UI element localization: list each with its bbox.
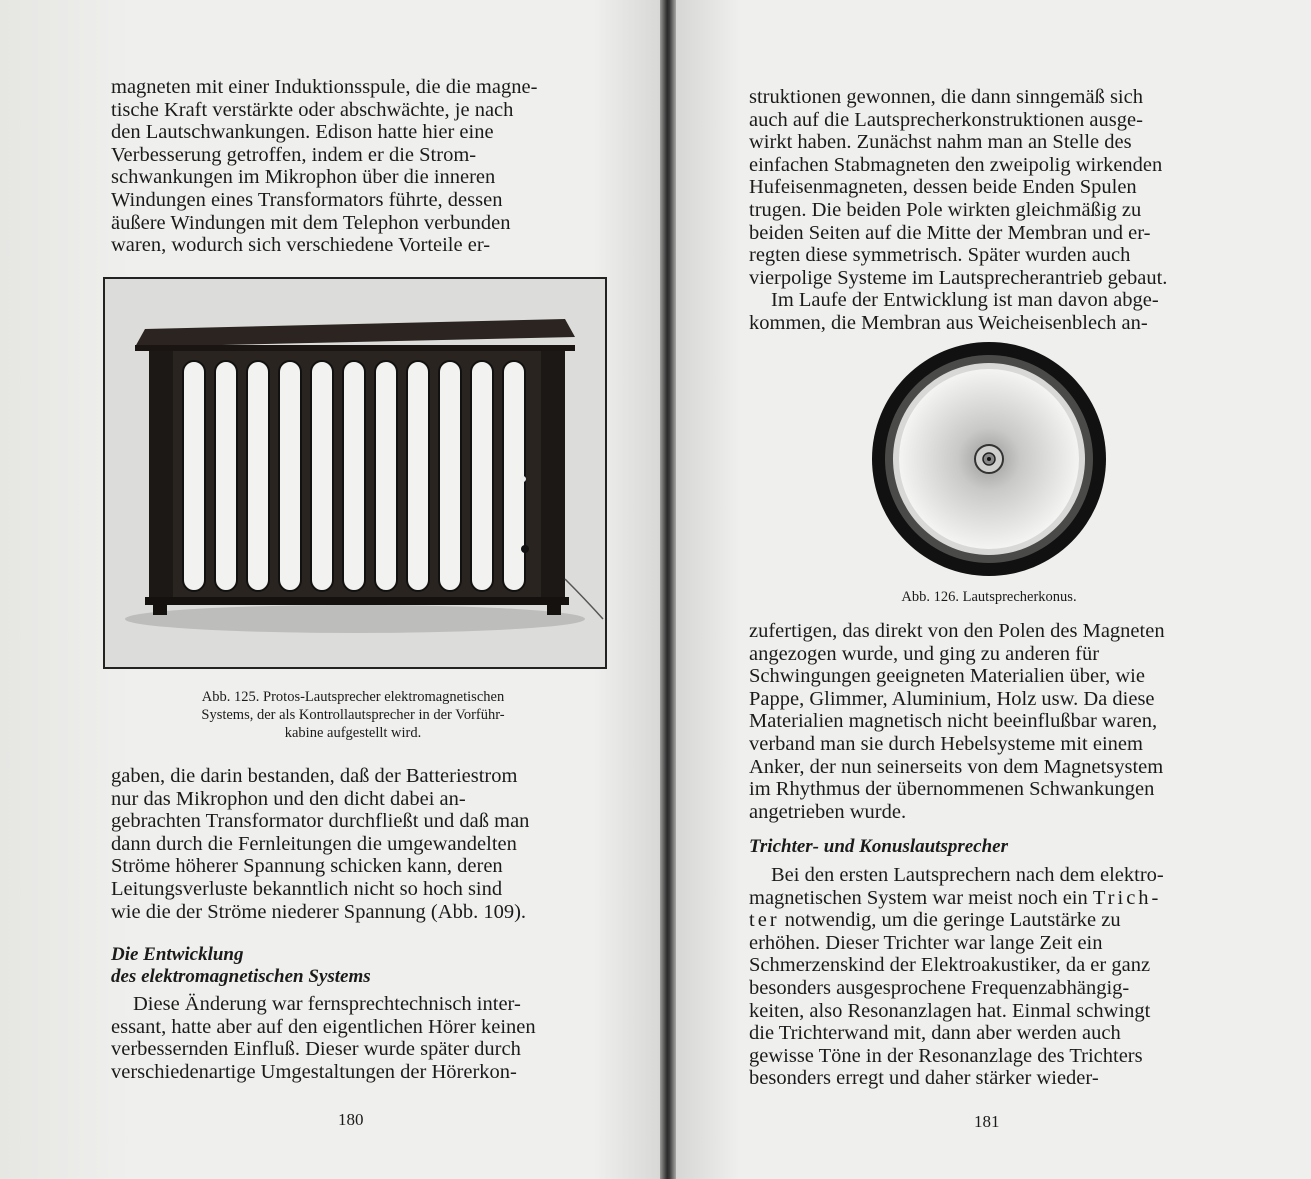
right-paragraph-bottom bbox=[749, 864, 1231, 1090]
figure-125-caption bbox=[140, 688, 566, 742]
text-span: magnetischen System war meist noch ein bbox=[749, 886, 1088, 909]
text-line: Pappe, Glimmer, Aluminium, Holz usw. Da diese bbox=[749, 687, 1155, 710]
text-line: struktionen gewonnen, die dann sinngemäß sich bbox=[749, 86, 1143, 108]
text-line bbox=[749, 887, 1231, 910]
text-line: Materialien magnetisch nicht beeinflußbar waren, bbox=[749, 710, 1158, 733]
right-paragraph-middle bbox=[749, 620, 1231, 823]
heading-line: des elektromagnetischen Systems bbox=[111, 966, 371, 987]
text-line: gewisse Töne in der Resonanzlage des Trichters bbox=[749, 1044, 1143, 1067]
text-line: verband man sie durch Hebelsysteme mit einem bbox=[749, 732, 1143, 755]
right-section-heading: Trichter- und Konuslautsprecher bbox=[749, 836, 1009, 857]
text-line: zufertigen, das direkt von den Polen des Magneten bbox=[749, 620, 1165, 642]
text-line: essant, hatte aber auf den eigentlichen Hörer keinen bbox=[111, 1015, 536, 1038]
page-number-left: 180 bbox=[338, 1110, 364, 1129]
text-line: Windungen eines Transformators führte, dessen bbox=[111, 188, 503, 211]
text-line: auch auf die Lautsprecherkonstruktionen ausge- bbox=[749, 108, 1143, 131]
text-line bbox=[749, 909, 1231, 932]
text-line: besonders erregt und daher stärker wieder- bbox=[749, 1067, 1099, 1090]
text-line: regten diese symmetrisch. Später wurden auch bbox=[749, 244, 1131, 267]
text-line: keiten, also Resonanzlagen hat. Einmal schwingt bbox=[749, 999, 1151, 1022]
text-line: Verbesserung getroffen, indem er die Strom- bbox=[111, 143, 477, 166]
left-paragraph-bottom bbox=[111, 993, 595, 1083]
text-line: Leitungsverluste bekanntlich nicht so hoch sind bbox=[111, 877, 503, 900]
text-line: besonders ausgesprochene Frequenzabhängig- bbox=[749, 976, 1130, 999]
text-line: einfachen Stabmagneten den zweipolig wirkenden bbox=[749, 153, 1163, 176]
text-line: die Trichterwand mit, dann aber werden auch bbox=[749, 1022, 1121, 1045]
text-line: den Lautschwankungen. Edison hatte hier eine bbox=[111, 121, 494, 144]
text-line: verbessernden Einfluß. Dieser wurde später durch bbox=[111, 1038, 521, 1061]
page-number-right: 181 bbox=[974, 1112, 1000, 1131]
left-paragraph-middle bbox=[111, 765, 595, 923]
text-line: gebrachten Transformator durchfließt und daß man bbox=[111, 810, 530, 833]
text-line: schwankungen im Mikrophon über die inneren bbox=[111, 166, 496, 189]
right-paragraph-top bbox=[749, 86, 1231, 335]
text-line: wirkt haben. Zunächst nahm man an Stelle des bbox=[749, 131, 1132, 154]
figure-126-cone bbox=[870, 340, 1108, 578]
caption-line: Systems, der als Kontrollautsprecher in der Vorführ- bbox=[201, 707, 505, 723]
left-section-heading bbox=[111, 944, 595, 988]
text-span: notwendig, um die geringe Lautstärke zu bbox=[784, 909, 1121, 932]
text-line: im Rhythmus der übernommenen Schwankungen bbox=[749, 778, 1155, 801]
text-line: Anker, der nun seinerseits von dem Magnetsystem bbox=[749, 755, 1164, 778]
text-line: dann durch die Fernleitungen die umgewandelten bbox=[111, 832, 517, 855]
caption-line: Abb. 125. Protos-Lautsprecher elektromagnetischen bbox=[201, 689, 505, 705]
text-line: Schmerzenskind der Elektroakustiker, da er ganz bbox=[749, 954, 1151, 977]
text-line: Diese Änderung war fernsprechtechnisch inter- bbox=[133, 993, 521, 1015]
book-gutter bbox=[660, 0, 676, 1179]
text-line: verschiedenartige Umgestaltungen der Hörerkon- bbox=[111, 1060, 517, 1083]
text-line: gaben, die darin bestanden, daß der Batteriestrom bbox=[111, 765, 518, 787]
text-line: Schwingungen geeigneten Materialien über, wie bbox=[749, 665, 1145, 688]
text-line: angezogen wurde, und ging zu anderen für bbox=[749, 642, 1100, 665]
text-line: wie die der Ströme niederer Spannung (Abb. 109). bbox=[111, 900, 527, 923]
text-line: nur das Mikrophon und den dicht dabei an- bbox=[111, 787, 466, 810]
text-line: beiden Seiten auf die Mitte der Membran und er- bbox=[749, 221, 1151, 244]
text-line: äußere Windungen mit dem Telephon verbunden bbox=[111, 211, 511, 234]
text-line: Hufeisenmagneten, dessen beide Enden Spulen bbox=[749, 176, 1137, 199]
heading-line: Die Entwicklung bbox=[111, 944, 244, 965]
loudspeaker-cone-illustration bbox=[870, 340, 1108, 578]
text-line: tische Kraft verstärkte oder abschwächte, je nach bbox=[111, 98, 514, 121]
figure-126-caption: Abb. 126. Lautsprecherkonus. bbox=[901, 589, 1077, 605]
text-line: magneten mit einer Induktionsspule, die die magne- bbox=[111, 76, 538, 98]
text-line: trugen. Die beiden Pole wirkten gleichmäßig zu bbox=[749, 198, 1142, 221]
caption-line: kabine aufgestellt wird. bbox=[284, 725, 422, 741]
text-line: Im Laufe der Entwicklung ist man davon abge- bbox=[771, 289, 1159, 312]
text-line: erhöhen. Dieser Trichter war lange Zeit ein bbox=[749, 931, 1103, 954]
text-line: Bei den ersten Lautsprechern nach dem elektro- bbox=[771, 864, 1164, 886]
text-line: Ströme höherer Spannung schicken kann, deren bbox=[111, 855, 503, 878]
spaced-word: Trich- bbox=[1092, 886, 1162, 909]
text-line: waren, wodurch sich verschiedene Vorteile er- bbox=[111, 234, 491, 257]
spaced-word: ter bbox=[749, 909, 780, 932]
left-paragraph-top bbox=[111, 76, 595, 257]
figure-125-photo bbox=[103, 277, 607, 669]
text-line: kommen, die Membran aus Weicheisenblech an- bbox=[749, 311, 1148, 334]
text-line: angetrieben wurde. bbox=[749, 800, 907, 823]
loudspeaker-cabinet-illustration bbox=[105, 279, 605, 667]
text-line: vierpolige Systeme im Lautsprecherantrieb gebaut. bbox=[749, 266, 1168, 289]
